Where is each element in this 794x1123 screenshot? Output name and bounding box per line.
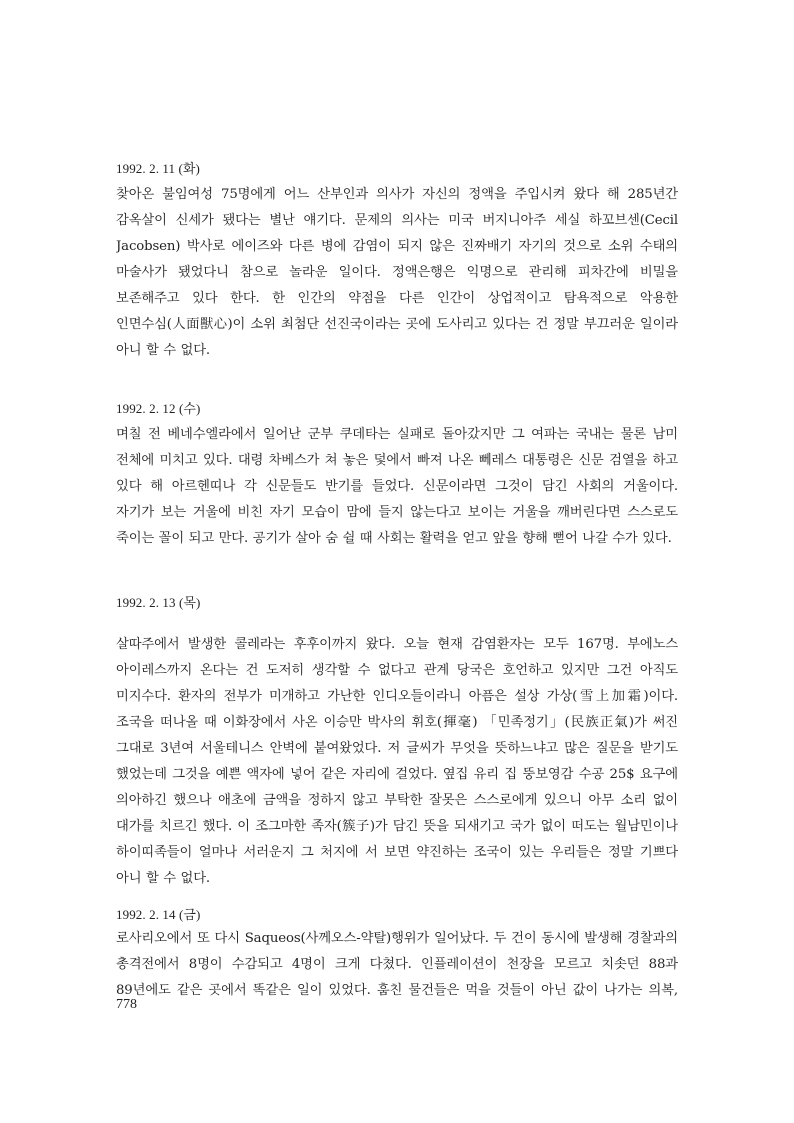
page-number: 778 [116, 997, 137, 1012]
text-line: 그대로 3년여 서울테니스 안벽에 붙여왔었다. 저 글씨가 무엇을 뜻하느냐고 많은 질문을 받기도 [116, 741, 678, 756]
text-line: Jacobsen) 박사로 에이즈와 다른 병에 감염이 되지 않은 진짜배기 자기의 것으로 소위 수태의 [116, 239, 678, 254]
text-line: 아이레스까지 온다는 건 도저히 생각할 수 없다고 관계 당국은 호언하고 있지만 그건 아직도 [116, 663, 678, 678]
text-line: 로사리오에서 또 다시 Saqueos(사께오스-약탈)행위가 일어났다. 두 건이 동시에 발생해 경찰과의 [116, 931, 678, 946]
text-line: 인면수심(人面獸心)이 소위 최첨단 선진국이라는 곳에 도사리고 있다는 건 정말 부끄러운 일이라 [116, 317, 678, 332]
entry-date: 1992. 2. 12 (수) [116, 401, 201, 416]
entry-date: 1992. 2. 11 (화) [116, 161, 200, 176]
text-line: 며칠 전 베네수엘라에서 일어난 군부 쿠데타는 실패로 돌아갔지만 그 여파는 국내는 물론 남미 [116, 427, 678, 442]
diary-entry [116, 160, 678, 364]
text-line: 조국을 떠나올 때 이화장에서 사온 이승만 박사의 휘호(揮毫) 「민족정기」(民族正氣)가 써진 [116, 715, 678, 730]
diary-entry [116, 400, 678, 552]
entry-body [116, 182, 678, 364]
text-line: 대가를 치르긴 했다. 이 조그마한 족자(簇子)가 담긴 뜻을 되새기고 국가 없이 떠도는 월남민이나 [116, 819, 678, 834]
diary-entry [116, 594, 678, 892]
text-line: 의아하긴 했으나 애초에 금액을 정하지 않고 부탁한 잘못은 스스로에게 있으니 아무 소리 없이 [116, 793, 678, 808]
entry-body [116, 422, 678, 552]
entry-body [116, 632, 678, 892]
text-line: 보존해주고 있다 한다. 한 인간의 약점을 다른 인간이 상업적이고 탐욕적으로 악용한 [116, 291, 678, 306]
text-line: 있다 해 아르헨띠나 각 신문들도 반기를 들었다. 신문이라면 그것이 담긴 사회의 거울이다. [116, 479, 678, 494]
text-line: 하이띠족들이 얼마나 서러운지 그 처지에 서 보면 약진하는 조국이 있는 우리들은 정말 기쁘다 [116, 845, 678, 860]
diary-entry [116, 906, 678, 1004]
text-line: 감옥살이 신세가 됐다는 별난 얘기다. 문제의 의사는 미국 버지니아주 세실 하꼬브센(Cecil [116, 213, 678, 228]
entry-date: 1992. 2. 14 (금) [116, 907, 201, 922]
entry-body [116, 926, 678, 1004]
text-line: 죽이는 꼴이 되고 만다. 공기가 살아 숨 쉴 때 사회는 활력을 얻고 앞을 향해 뻗어 나갈 수가 있다. [116, 531, 672, 546]
text-line: 찾아온 불임여성 75명에게 어느 산부인과 의사가 자신의 정액을 주입시켜 왔다 해 285년간 [116, 187, 678, 202]
entry-date: 1992. 2. 13 (목) [116, 595, 201, 610]
text-line: 살따주에서 발생한 콜레라는 후후이까지 왔다. 오늘 현재 감염환자는 모두 167명. 부에노스 [116, 637, 678, 652]
text-line: 아니 할 수 없다. [116, 871, 210, 886]
text-line: 89년에도 같은 곳에서 똑같은 일이 있었다. 훔친 물건들은 먹을 것들이 아닌 값이 나가는 의복, [116, 983, 678, 998]
text-line: 전체에 미치고 있다. 대령 차베스가 쳐 놓은 덫에서 빠져 나온 뻬레스 대통령은 신문 검열을 하고 [116, 453, 678, 468]
text-line: 총격전에서 8명이 수감되고 4명이 크게 다쳤다. 인플레이션이 천장을 모르고 치솟던 88과 [116, 957, 678, 972]
text-line: 자기가 보는 거울에 비친 자기 모습이 맘에 들지 않는다고 보이는 거울을 깨버린다면 스스로도 [116, 505, 678, 520]
text-line: 마술사가 됐었다니 참으로 놀라운 일이다. 정액은행은 익명으로 관리해 피차간에 비밀을 [116, 265, 678, 280]
text-line: 아니 할 수 없다. [116, 343, 210, 358]
text-line: 했었는데 그것을 예쁜 액자에 넣어 같은 자리에 걸었다. 옆집 유리 집 뚱보영감 수공 25$ 요구에 [116, 767, 678, 782]
text-line: 미지수다. 환자의 전부가 미개하고 가난한 인디오들이라니 아픔은 설상 가상(雪上加霜)이다. [116, 689, 678, 704]
